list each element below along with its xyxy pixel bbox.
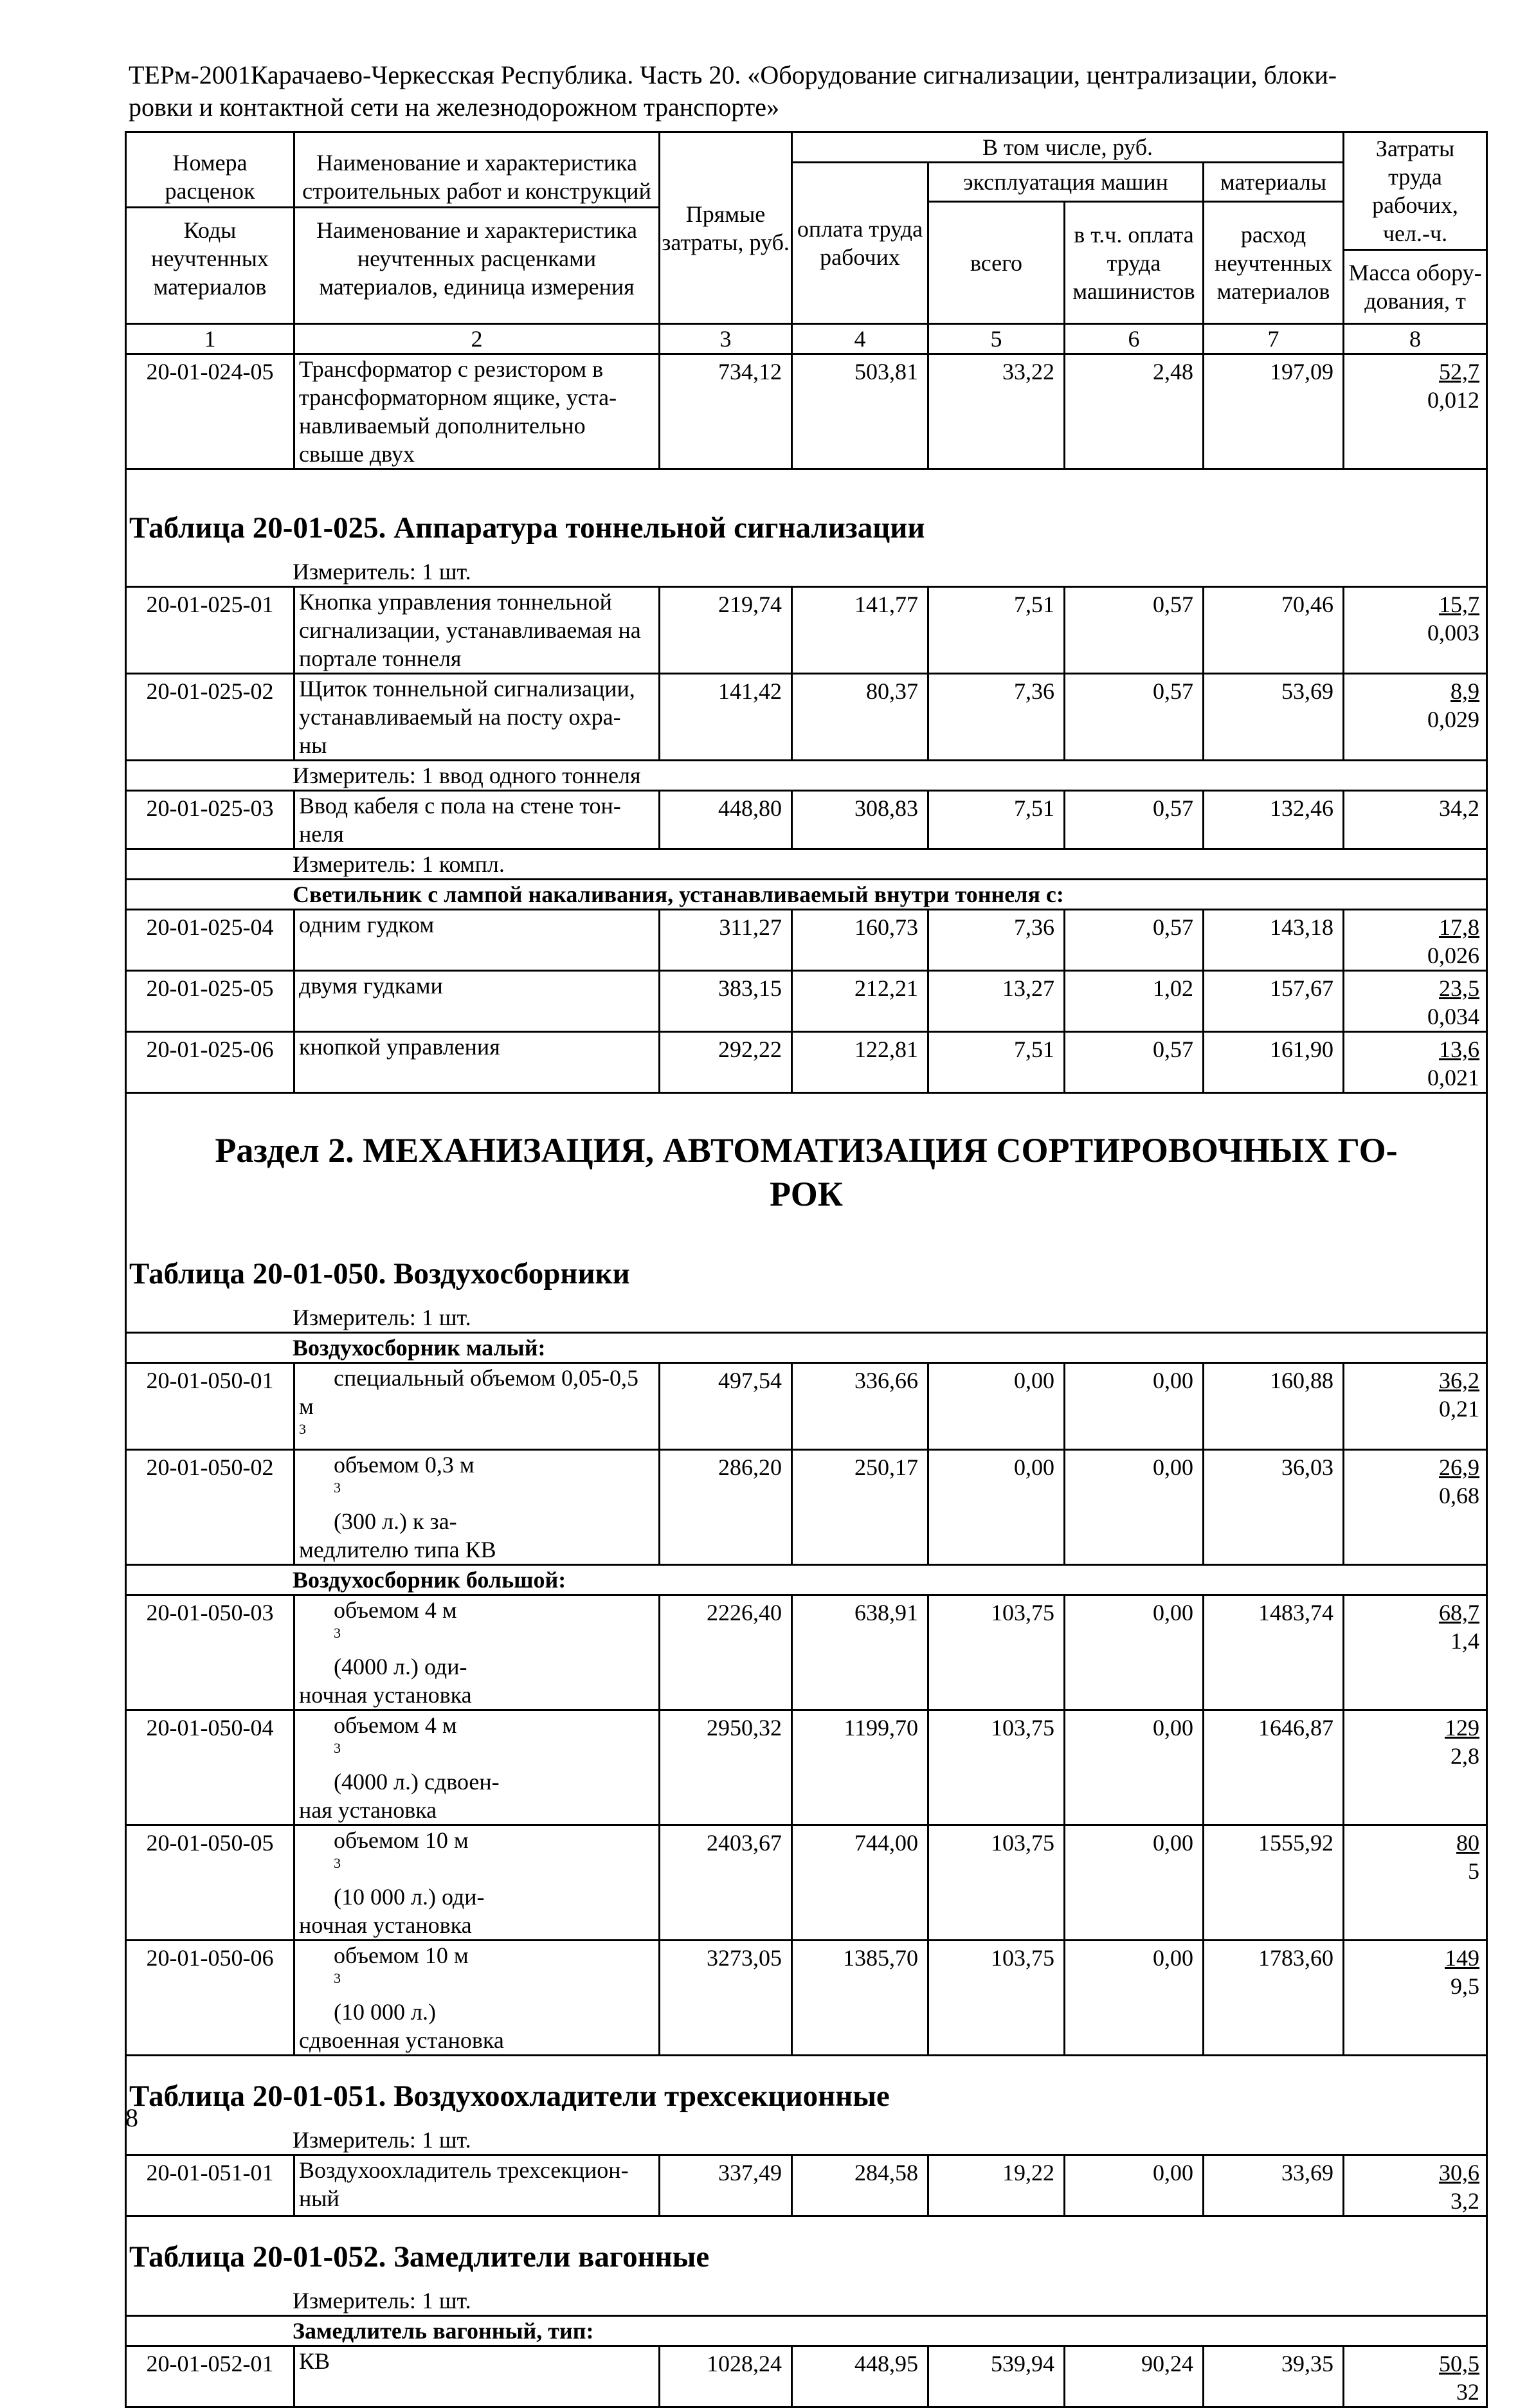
table-cell — [126, 880, 1487, 910]
table-cell — [294, 1595, 660, 1710]
table-cell: 0,00 — [1065, 1825, 1204, 1941]
column-numbers-row — [126, 324, 1487, 354]
table-cell: (10 000 л.) — [334, 1999, 436, 2025]
table-cell — [294, 1941, 660, 2056]
header-col1 — [126, 132, 294, 324]
table-cell: Щиток тоннельной сигнализации, — [299, 676, 635, 702]
table-cell: Воздухосборник большой: — [293, 1567, 566, 1593]
table-cell — [1344, 674, 1487, 761]
table-cell: КВ — [294, 2346, 660, 2407]
table-cell: объемом 0,3 м — [334, 1452, 474, 1478]
table-cell — [1344, 971, 1487, 1032]
table-cell — [126, 2316, 1487, 2346]
table-cell: 0,57 — [1065, 587, 1204, 674]
table-cell: специальный объемом 0,05-0,5 — [334, 1365, 639, 1391]
table-cell — [126, 761, 1487, 791]
subgroup-row — [126, 2316, 1487, 2346]
table-cell — [299, 1941, 656, 2026]
table-cell: 33,69 — [1204, 2155, 1344, 2216]
table-row — [126, 674, 1487, 761]
table-cell: 448,95 — [792, 2346, 928, 2407]
header-col7: расход неучтенных материалов — [1204, 202, 1344, 324]
header-col5: всего — [928, 202, 1065, 324]
table-row — [126, 587, 1487, 674]
table-cell: 284,58 — [792, 2155, 928, 2216]
labor-cost: 503,81 — [792, 354, 928, 469]
table-cell: объемом 10 м — [334, 1942, 469, 1968]
table-row — [126, 2155, 1487, 2216]
table-cell: ный — [299, 2186, 339, 2211]
table-cell: 20-01-025-05 — [126, 971, 294, 1032]
table-cell — [294, 791, 660, 849]
table-cell: 1646,87 — [1204, 1710, 1344, 1825]
table-cell: 20-01-050-01 — [126, 1363, 294, 1450]
table-cell — [126, 1565, 1487, 1595]
table-title-row — [126, 2216, 1487, 2287]
header-col8 — [1344, 132, 1487, 324]
table-cell — [126, 2056, 1487, 2126]
table-cell: сдвоенная установка — [299, 2027, 504, 2053]
table-cell: Таблица 20-01-051. Воздухоохладители трехсекционные — [129, 2079, 890, 2113]
table-cell: 311,27 — [660, 910, 792, 971]
table-cell: 7,51 — [928, 791, 1065, 849]
table-cell — [1344, 1710, 1487, 1825]
subgroup-row — [126, 1565, 1487, 1595]
table-cell — [294, 2155, 660, 2216]
table-cell: сигнализации, устанавливаемая на — [299, 617, 641, 643]
header-col4: оплата труда рабочих — [792, 163, 928, 324]
table-cell: 20-01-050-04 — [126, 1710, 294, 1825]
measure-row — [126, 2126, 1487, 2155]
table-cell: 2403,67 — [660, 1825, 792, 1941]
table-cell: 0,003 — [1427, 620, 1480, 646]
table-cell: 8 — [1344, 324, 1487, 354]
table-cell: 19,22 — [928, 2155, 1065, 2216]
table-cell: 1783,60 — [1204, 1941, 1344, 2056]
table-cell — [1344, 1363, 1487, 1450]
table-cell: 3 — [660, 324, 792, 354]
table-cell: кнопкой управления — [294, 1032, 660, 1093]
table-cell: 6 — [1065, 324, 1204, 354]
table-cell: 1028,24 — [660, 2346, 792, 2407]
measure-row — [126, 2286, 1487, 2316]
table-cell — [1344, 1595, 1487, 1710]
table-cell: 80 — [1456, 1830, 1480, 1856]
table-cell: 1199,70 — [792, 1710, 928, 1825]
table-cell — [294, 1450, 660, 1565]
table-cell: 7,51 — [928, 1032, 1065, 1093]
table-cell — [1344, 1941, 1487, 2056]
table-cell: Наименование и характеристика неучтенных расценками материалов, единица измерения — [316, 217, 637, 300]
table-cell: 448,80 — [660, 791, 792, 849]
table-cell — [1344, 910, 1487, 971]
table-cell: 26,9 — [1439, 1454, 1480, 1480]
table-cell: свыше двух — [299, 441, 415, 467]
table-cell: 160,73 — [792, 910, 928, 971]
table-cell: 539,94 — [928, 2346, 1065, 2407]
table-cell: 0,00 — [1065, 2155, 1204, 2216]
table-cell: 20-01-025-06 — [126, 1032, 294, 1093]
table-cell: 337,49 — [660, 2155, 792, 2216]
table-cell: 103,75 — [928, 1825, 1065, 1941]
table-cell: Ввод кабеля с пола на стене тон- — [299, 793, 621, 819]
table-cell: Кнопка управления тоннельной — [299, 589, 612, 615]
table-cell: (300 л.) к за- — [334, 1508, 457, 1534]
table-cell: 3273,05 — [660, 1941, 792, 2056]
header-col2 — [294, 132, 660, 324]
table-cell: РОК — [770, 1175, 843, 1213]
table-cell: Измеритель: 1 компл. — [293, 851, 505, 877]
header-incl: В том числе, руб. — [792, 132, 1344, 163]
table-cell: ночная установка — [299, 1912, 472, 1938]
table-cell: 36,2 — [1439, 1368, 1480, 1393]
table-cell: 68,7 — [1439, 1600, 1480, 1625]
table-cell: 0,68 — [1439, 1483, 1480, 1508]
table-row — [126, 971, 1487, 1032]
table-cell — [1344, 587, 1487, 674]
table-cell: 103,75 — [928, 1941, 1065, 2056]
table-header-row — [126, 132, 1487, 163]
table-cell: 0,00 — [1065, 1941, 1204, 2056]
table-cell: 7,51 — [928, 587, 1065, 674]
table-cell: навливаемый дополнительно — [299, 413, 586, 439]
table-cell: Замедлитель вагонный, тип: — [293, 2318, 594, 2344]
table-cell: 7 — [1204, 324, 1344, 354]
table-cell: 39,35 — [1204, 2346, 1344, 2407]
table-cell — [1344, 1450, 1487, 1565]
table-cell: 0,00 — [1065, 1595, 1204, 1710]
table-cell — [126, 1254, 1487, 1303]
table-cell — [294, 1825, 660, 1941]
machinist-cost: 2,48 — [1065, 354, 1204, 469]
table-cell: Измеритель: 1 шт. — [293, 2288, 471, 2313]
table-cell: 8,9 — [1450, 678, 1480, 704]
rates-table — [125, 131, 1488, 2408]
table-cell: 160,88 — [1204, 1363, 1344, 1450]
table-cell: 20-01-050-03 — [126, 1595, 294, 1710]
table-cell: 9,5 — [1450, 1973, 1480, 1999]
measure-row — [126, 1303, 1487, 1333]
table-cell: трансформаторном ящике, уста- — [299, 385, 617, 410]
table-cell: (4000 л.) оди- — [334, 1654, 467, 1679]
table-cell: объемом 4 м — [334, 1597, 457, 1623]
rate-name — [294, 354, 660, 469]
table-cell: 1385,70 — [792, 1941, 928, 2056]
table-row — [126, 1363, 1487, 1450]
table-cell: Коды неучтенных материалов — [151, 217, 269, 300]
table-row — [126, 2346, 1487, 2407]
measure-row — [126, 761, 1487, 791]
table-cell: 13,27 — [928, 971, 1065, 1032]
table-cell: 7,36 — [928, 674, 1065, 761]
table-cell: 20-01-025-02 — [126, 674, 294, 761]
table-cell — [126, 1093, 1487, 1255]
table-cell: 143,18 — [1204, 910, 1344, 971]
table-cell: 0,026 — [1427, 943, 1480, 968]
table-cell: (10 000 л.) оди- — [334, 1884, 485, 1910]
table-cell: 103,75 — [928, 1710, 1065, 1825]
table-cell: 13,6 — [1439, 1037, 1480, 1062]
measure-row — [126, 849, 1487, 880]
table-cell: м — [299, 1393, 314, 1419]
table-cell: 129 — [1445, 1715, 1480, 1741]
table-cell: 497,54 — [660, 1363, 792, 1450]
table-cell: Трансформатор с резистором в — [299, 356, 604, 382]
table-title: Таблица 20-01-025. Аппаратура тоннельной сигнализации — [129, 511, 925, 545]
table-cell: 383,15 — [660, 971, 792, 1032]
measure-row — [126, 557, 1487, 587]
table-title-row — [126, 469, 1487, 558]
table-cell: двумя гудками — [294, 971, 660, 1032]
table-cell: Раздел 2. МЕХАНИЗАЦИЯ, АВТОМАТИЗАЦИЯ СОРТИРОВОЧНЫХ ГО- — [215, 1131, 1398, 1170]
table-cell: 292,22 — [660, 1032, 792, 1093]
table-cell: 3 — [334, 1970, 341, 1986]
table-cell — [299, 1451, 656, 1535]
table-cell: Измеритель: 1 шт. — [293, 2127, 471, 2153]
header-machines: эксплуатация машин — [928, 163, 1204, 202]
table-row — [126, 1595, 1487, 1710]
table-cell: 219,74 — [660, 587, 792, 674]
table-cell: 3,2 — [1450, 2188, 1480, 2214]
table-cell — [1344, 2155, 1487, 2216]
table-row — [126, 354, 1487, 469]
rate-code: 20-01-025-01 — [126, 587, 294, 674]
table-cell: 0,00 — [928, 1363, 1065, 1450]
table-cell: 5 — [928, 324, 1065, 354]
page-number: 8 — [125, 2103, 138, 2132]
table-cell — [126, 2286, 1487, 2316]
table-cell: 20-01-050-02 — [126, 1450, 294, 1565]
table-cell: 0,57 — [1065, 791, 1204, 849]
table-cell: 103,75 — [928, 1595, 1065, 1710]
table-cell: 336,66 — [792, 1363, 928, 1450]
table-cell: объемом 4 м — [334, 1712, 457, 1738]
table-cell: 20-01-025-03 — [126, 791, 294, 849]
table-cell: 52,7 — [1439, 359, 1480, 385]
table-cell: 20-01-025-04 — [126, 910, 294, 971]
table-cell: 122,81 — [792, 1032, 928, 1093]
table-cell: 0,034 — [1427, 1004, 1480, 1029]
table-cell: Измеритель: 1 шт. — [293, 1305, 471, 1330]
table-cell — [1344, 2346, 1487, 2407]
table-cell: 132,46 — [1204, 791, 1344, 849]
table-cell: 0,57 — [1065, 910, 1204, 971]
table-cell — [299, 1392, 656, 1449]
table-title-row — [126, 1254, 1487, 1303]
rate-code: 20-01-024-05 — [126, 354, 294, 469]
table-cell: 70,46 — [1204, 587, 1344, 674]
table-cell: 1,02 — [1065, 971, 1204, 1032]
table-cell: 3 — [334, 1625, 341, 1641]
table-cell: Таблица 20-01-050. Воздухосборники — [129, 1257, 630, 1290]
table-cell: 0,021 — [1427, 1065, 1480, 1091]
table-cell: 20-01-050-06 — [126, 1941, 294, 2056]
table-cell — [299, 1596, 656, 1681]
rate-name — [294, 587, 660, 674]
table-cell: 638,91 — [792, 1595, 928, 1710]
table-cell: портале тоннеля — [299, 646, 462, 671]
subgroup-row — [126, 1333, 1487, 1363]
table-cell: 20-01-051-01 — [126, 2155, 294, 2216]
table-row — [126, 1710, 1487, 1825]
table-row — [126, 1450, 1487, 1565]
table-cell — [126, 469, 1487, 558]
table-cell: 286,20 — [660, 1450, 792, 1565]
table-cell: устанавливаемый на посту охра- — [299, 704, 621, 730]
table-cell: 141,42 — [660, 674, 792, 761]
section-title-row — [126, 1093, 1487, 1255]
table-row — [126, 791, 1487, 849]
header-col3: Прямые затраты, руб. — [660, 132, 792, 324]
table-cell: Наименование и характеристика строительных работ и конструкций — [295, 147, 658, 208]
table-cell — [299, 1711, 656, 1796]
table-cell: 3 — [334, 1855, 341, 1871]
subgroup-row — [126, 880, 1487, 910]
table-cell — [126, 557, 1487, 587]
table-cell: 0,21 — [1439, 1396, 1480, 1422]
table-row — [126, 910, 1487, 971]
table-cell: одним гудком — [294, 910, 660, 971]
table-cell: 80,37 — [792, 674, 928, 761]
table-cell: 2 — [294, 324, 660, 354]
table-cell: объемом 10 м — [334, 1827, 469, 1853]
table-cell: 1 — [126, 324, 294, 354]
table-cell: 2950,32 — [660, 1710, 792, 1825]
table-cell: Затраты труда рабочих, чел.-ч. — [1344, 133, 1486, 251]
table-cell: 0,00 — [1065, 1710, 1204, 1825]
table-cell: 34,2 — [1344, 791, 1487, 849]
table-cell: 149 — [1445, 1945, 1480, 1971]
header-line-2: ровки и контактной сети на железнодорожном транспорте» — [129, 93, 779, 122]
table-cell: 0,57 — [1065, 1032, 1204, 1093]
table-cell: 2226,40 — [660, 1595, 792, 1710]
table-cell: 0,00 — [1065, 1363, 1204, 1450]
table-row — [126, 1941, 1487, 2056]
table-cell: 141,77 — [792, 587, 928, 674]
table-cell: Измеритель: 1 ввод одного тоннеля — [293, 763, 641, 788]
header-line-1: ТЕРм-2001Карачаево-Черкесская Республика. Часть 20. «Оборудование сигнализации, централизации, блоки- — [129, 60, 1337, 89]
labor-mass — [1344, 354, 1487, 469]
table-cell: 1555,92 — [1204, 1825, 1344, 1941]
table-cell: 7,36 — [928, 910, 1065, 971]
table-cell — [1344, 1825, 1487, 1941]
table-cell — [126, 849, 1487, 880]
table-cell: 1483,74 — [1204, 1595, 1344, 1710]
table-title-row — [126, 2056, 1487, 2126]
table-cell: 50,5 — [1439, 2351, 1480, 2376]
table-row — [126, 1825, 1487, 1941]
table-cell: 161,90 — [1204, 1032, 1344, 1093]
table-cell: Воздухоохладитель трехсекцион- — [299, 2157, 629, 2183]
table-cell — [126, 1333, 1487, 1363]
table-cell: 212,21 — [792, 971, 928, 1032]
table-cell: 53,69 — [1204, 674, 1344, 761]
table-cell: 0,00 — [1065, 1450, 1204, 1565]
table-cell: ная установка — [299, 1797, 437, 1823]
table-cell — [126, 1303, 1487, 1333]
table-cell: 0,029 — [1427, 707, 1480, 732]
table-cell — [1344, 1032, 1487, 1093]
table-row — [126, 1032, 1487, 1093]
table-cell: ночная установка — [299, 1682, 472, 1708]
table-cell: (4000 л.) сдвоен- — [334, 1769, 500, 1795]
table-cell: медлителю типа КВ — [299, 1537, 496, 1562]
table-cell: Светильник с лампой накаливания, устанавливаемый внутри тоннеля с: — [293, 882, 1064, 907]
materials-cost: 197,09 — [1204, 354, 1344, 469]
table-cell: 23,5 — [1439, 975, 1480, 1001]
table-cell: 1,4 — [1450, 1628, 1480, 1654]
table-cell: неля — [299, 821, 344, 847]
table-cell: 17,8 — [1439, 914, 1480, 940]
table-cell: 32 — [1456, 2379, 1480, 2405]
table-cell: Номера расценок — [127, 147, 293, 208]
table-cell — [294, 1710, 660, 1825]
table-cell: 0,57 — [1065, 674, 1204, 761]
table-cell: 3 — [299, 1421, 306, 1437]
table-cell: 90,24 — [1065, 2346, 1204, 2407]
table-cell — [299, 1826, 656, 1911]
direct-cost: 734,12 — [660, 354, 792, 469]
table-cell: 0,00 — [928, 1450, 1065, 1565]
table-cell: ны — [299, 732, 327, 758]
table-cell: 308,83 — [792, 791, 928, 849]
table-cell: 20-01-050-05 — [126, 1825, 294, 1941]
header-col6: в т.ч. оплата труда машинистов — [1065, 202, 1204, 324]
machine-cost: 33,22 — [928, 354, 1065, 469]
table-cell: 157,67 — [1204, 971, 1344, 1032]
table-cell — [294, 1363, 660, 1450]
table-cell: 0,012 — [1427, 387, 1480, 413]
table-cell — [126, 2216, 1487, 2287]
table-cell: 744,00 — [792, 1825, 928, 1941]
header-materials: материалы — [1204, 163, 1344, 202]
table-cell: 30,6 — [1439, 2160, 1480, 2186]
table-cell: 3 — [334, 1740, 341, 1756]
table-cell: 20-01-052-01 — [126, 2346, 294, 2407]
table-cell: 3 — [334, 1480, 341, 1496]
table-cell: Масса обору-дования, т — [1348, 260, 1482, 314]
table-cell: 4 — [792, 324, 928, 354]
section-title — [127, 1094, 1486, 1254]
table-cell: 250,17 — [792, 1450, 928, 1565]
measure-text: Измеритель: 1 шт. — [293, 559, 471, 584]
table-cell: 5 — [1468, 1858, 1480, 1884]
table-cell: Таблица 20-01-052. Замедлители вагонные — [129, 2240, 710, 2274]
table-cell: 15,7 — [1439, 592, 1480, 617]
table-cell: 2,8 — [1450, 1743, 1480, 1769]
page-header — [129, 59, 1414, 123]
table-cell: Воздухосборник малый: — [293, 1335, 546, 1361]
table-cell: 36,03 — [1204, 1450, 1344, 1565]
table-cell — [294, 674, 660, 761]
table-cell — [126, 2126, 1487, 2155]
